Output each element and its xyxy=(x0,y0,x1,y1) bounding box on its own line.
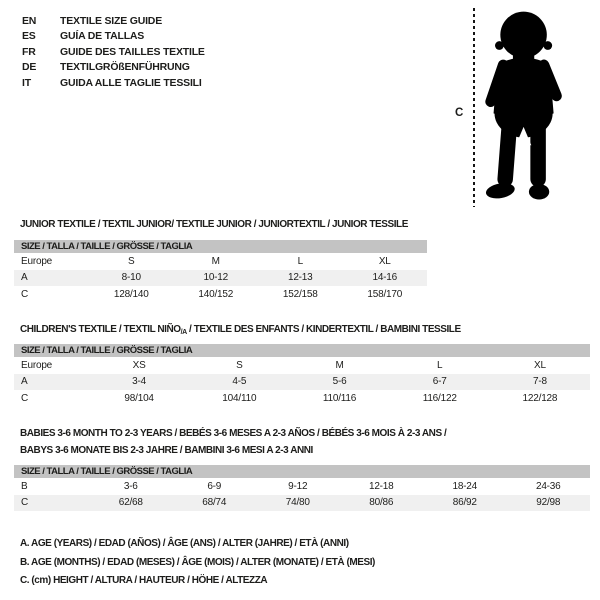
table-cell: 3-4 xyxy=(132,376,147,388)
size-header-bar: SIZE / TALLA / TAILLE / GRÖSSE / TAGLIA xyxy=(14,344,590,357)
table-row-c xyxy=(14,390,590,407)
legend-line-b: B. AGE (MONTHS) / EDAD (MESES) / ÂGE (MOIS) / ALTER (MONATE) / ETÀ (MESI) xyxy=(20,556,375,568)
table-cell: XL xyxy=(533,359,546,371)
row-label: C xyxy=(21,497,29,509)
table-cell: 80/86 xyxy=(369,497,394,509)
table-cell: 6-9 xyxy=(207,480,222,492)
language-row-it xyxy=(22,75,205,91)
table-cell: 24-36 xyxy=(535,480,561,492)
baby-silhouette-icon xyxy=(480,7,572,209)
table-cell: XS xyxy=(132,359,146,371)
table-cell: 104/110 xyxy=(222,392,257,404)
table-cell: 110/116 xyxy=(322,392,357,404)
table-cell: M xyxy=(211,255,220,267)
row-label: A xyxy=(21,376,28,388)
babies-title-line1: BABIES 3-6 MONTH TO 2-3 YEARS / BEBÉS 3-6 MESES A 2-3 AÑOS / BÉBÉS 3-6 MOIS À 2-3 ANS / xyxy=(20,428,447,439)
babies-title-line2: BABYS 3-6 MONATE BIS 2-3 JAHRE / BAMBINI 3-6 MESI A 2-3 ANNI xyxy=(20,445,313,456)
table-cell: L xyxy=(437,359,443,371)
table-cell: 158/170 xyxy=(367,288,403,300)
table-row-europe xyxy=(14,357,590,374)
table-cell: L xyxy=(297,255,303,267)
table-cell: S xyxy=(128,255,135,267)
babies-size-table xyxy=(14,465,590,511)
table-cell: XL xyxy=(378,255,391,267)
row-label: B xyxy=(21,480,28,492)
language-row-es xyxy=(22,29,205,45)
table-cell: 4-5 xyxy=(232,376,247,388)
babies-section-title xyxy=(20,425,446,459)
children-title-subscript: /A xyxy=(180,329,187,336)
language-code: FR xyxy=(22,45,36,58)
language-code: ES xyxy=(22,30,36,43)
table-row-c xyxy=(14,286,427,303)
table-cell: 98/104 xyxy=(124,392,154,404)
table-cell: 116/122 xyxy=(422,392,457,404)
language-row-fr xyxy=(22,44,205,60)
table-cell: S xyxy=(236,359,243,371)
row-label: C xyxy=(21,288,29,300)
table-cell: 7-8 xyxy=(532,376,547,388)
language-header xyxy=(22,13,205,91)
children-title-text: CHILDREN'S TEXTILE / TEXTIL NIÑO xyxy=(20,324,181,335)
children-section-title xyxy=(20,321,461,341)
language-title: GUÍA DE TALLAS xyxy=(60,30,145,43)
table-row-europe xyxy=(14,253,427,270)
table-cell: 14-16 xyxy=(372,272,398,284)
language-title: TEXTILGRÖßENFÜHRUNG xyxy=(60,61,190,74)
row-label: A xyxy=(21,272,28,284)
table-cell: 18-24 xyxy=(452,480,478,492)
legend-line-c: C. (cm) HEIGHT / ALTURA / HAUTEUR / HÖHE / ALTEZZA xyxy=(20,575,268,586)
junior-size-table xyxy=(14,240,427,303)
table-cell: 68/74 xyxy=(202,497,227,509)
table-cell: 122/128 xyxy=(522,392,558,404)
table-cell: 3-6 xyxy=(123,480,138,492)
table-cell: 128/140 xyxy=(113,288,149,300)
table-cell: 5-6 xyxy=(332,376,347,388)
table-cell: 12-18 xyxy=(368,480,394,492)
size-header-bar: SIZE / TALLA / TAILLE / GRÖSSE / TAGLIA xyxy=(14,465,590,478)
language-row-en xyxy=(22,13,205,29)
table-row-a xyxy=(14,270,427,287)
language-title: GUIDA ALLE TAGLIE TESSILI xyxy=(60,76,202,89)
measurement-legend xyxy=(20,535,375,591)
table-cell: 12-13 xyxy=(287,272,313,284)
children-title-text: / TEXTILE DES ENFANTS / KINDERTEXTIL / BAMBINI TESSILE xyxy=(186,324,461,335)
table-cell: 152/158 xyxy=(282,288,318,300)
table-cell: 86/92 xyxy=(452,497,477,509)
table-row-c xyxy=(14,495,590,512)
junior-section-title: JUNIOR TEXTILE / TEXTIL JUNIOR/ TEXTILE JUNIOR / JUNIORTEXTIL / JUNIOR TESSILE xyxy=(20,219,408,230)
table-cell: 6-7 xyxy=(432,376,447,388)
row-label: C xyxy=(21,392,29,404)
table-cell: 92/98 xyxy=(536,497,561,509)
language-title: TEXTILE SIZE GUIDE xyxy=(60,14,162,27)
children-size-table xyxy=(14,344,590,407)
language-code: DE xyxy=(22,61,37,74)
language-code: IT xyxy=(22,76,31,89)
language-row-de xyxy=(22,60,205,76)
language-title: GUIDE DES TAILLES TEXTILE xyxy=(60,45,205,58)
table-row-a xyxy=(14,374,590,391)
table-cell: 9-12 xyxy=(288,480,308,492)
height-measure-dashed-line xyxy=(473,8,475,207)
row-label: Europe xyxy=(21,359,53,371)
legend-line-a: A. AGE (YEARS) / EDAD (AÑOS) / ÂGE (ANS) / ALTER (JAHRE) / ETÀ (ANNI) xyxy=(20,538,349,549)
language-code: EN xyxy=(22,14,37,27)
table-cell: 140/152 xyxy=(198,288,234,300)
height-measure-label: C xyxy=(455,107,464,119)
table-cell: 74/80 xyxy=(285,497,310,509)
size-header-bar: SIZE / TALLA / TAILLE / GRÖSSE / TAGLIA xyxy=(14,240,427,253)
table-cell: 10-12 xyxy=(203,272,229,284)
table-row-b xyxy=(14,478,590,495)
row-label: Europe xyxy=(21,255,53,267)
table-cell: M xyxy=(335,359,344,371)
table-cell: 8-10 xyxy=(121,272,141,284)
table-cell: 62/68 xyxy=(118,497,143,509)
